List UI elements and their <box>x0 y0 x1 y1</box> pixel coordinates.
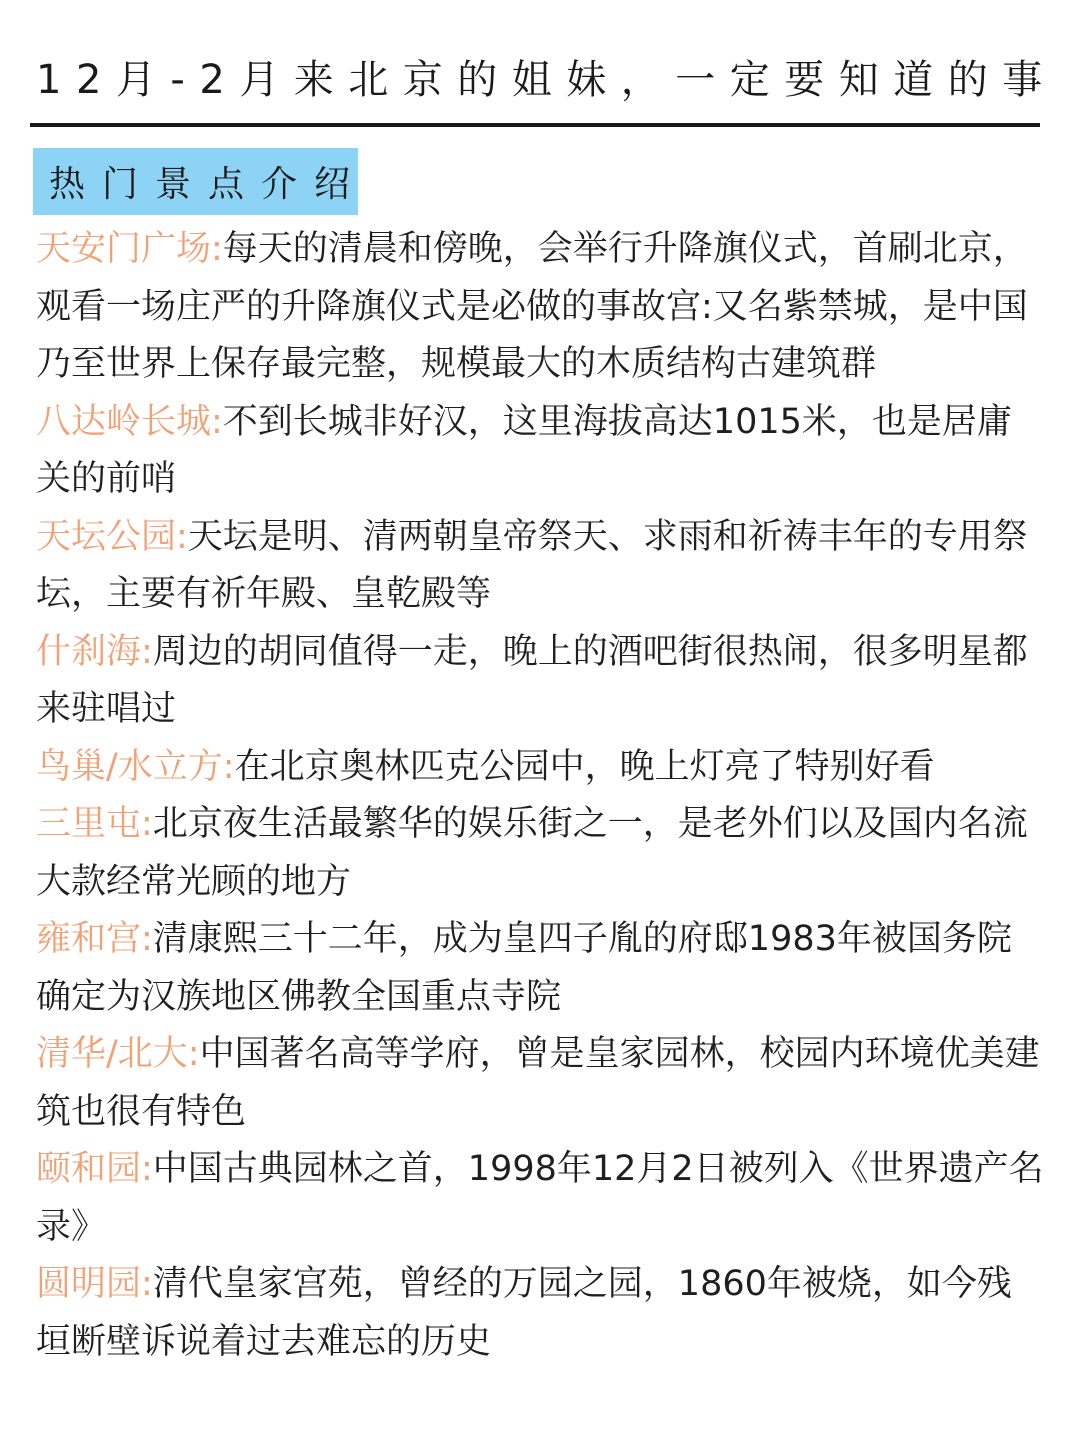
attraction-item <box>36 1026 1046 1141</box>
attraction-item <box>36 1256 1046 1371</box>
attraction-name: 清华/北大: <box>36 1034 200 1074</box>
attraction-description: 北京夜生活最繁华的娱乐街之一，是老外们以及国内名流大款经常光顾的地方 <box>36 804 1028 902</box>
attraction-item <box>36 221 1046 394</box>
attraction-item <box>36 509 1046 624</box>
attraction-description: 中国著名高等学府，曾是皇家园林，校园内环境优美建筑也很有特色 <box>36 1034 1040 1132</box>
attraction-name: 颐和园: <box>36 1149 153 1189</box>
attraction-item <box>36 624 1046 739</box>
attraction-item <box>36 796 1046 911</box>
attraction-description: 清康熙三十二年，成为皇四子胤的府邸1983年被国务院确定为汉族地区佛教全国重点寺院 <box>36 919 1012 1017</box>
attraction-list <box>36 221 1046 1371</box>
section-label: 热门景点介绍 <box>49 164 368 205</box>
attraction-name: 天安门广场: <box>36 229 223 269</box>
page-title: 12月-2月来北京的姐妹，一定要知道的事 <box>36 57 1057 103</box>
attraction-description: 在北京奥林匹克公园中，晚上灯亮了特别好看 <box>234 746 935 787</box>
attraction-description: 天坛是明、清两朝皇帝祭天、求雨和祈祷丰年的专用祭坛，主要有祈年殿、皇乾殿等 <box>36 516 1028 614</box>
attraction-description: 周边的胡同值得一走，晚上的酒吧街很热闹，很多明星都来驻唱过 <box>36 631 1028 729</box>
attraction-item <box>36 739 1046 797</box>
section-badge <box>33 148 368 215</box>
attraction-description: 每天的清晨和傍晚，会举行升降旗仪式，首刷北京，观看一场庄严的升降旗仪式是必做的事故宫:又名紫禁城，是中国乃至世界上保存最完整，规模最大的木质结构古建筑群 <box>36 229 1028 384</box>
attraction-description: 中国古典园林之首，1998年12月2日被列入《世界遗产名录》 <box>36 1149 1044 1247</box>
attraction-name: 圆明园: <box>36 1264 153 1304</box>
attraction-name: 八达岭长城: <box>36 401 223 442</box>
attraction-name: 三里屯: <box>36 804 153 844</box>
attraction-item <box>36 1141 1046 1256</box>
attraction-description: 清代皇家宫苑，曾经的万园之园，1860年被烧，如今残垣断壁诉说着过去难忘的历史 <box>36 1264 1012 1362</box>
attraction-item <box>36 394 1046 509</box>
attraction-description: 不到长城非好汉，这里海拔高达1015米，也是居庸关的前哨 <box>36 401 1012 499</box>
attraction-item <box>36 911 1046 1026</box>
title-divider <box>30 123 1040 127</box>
attraction-name: 天坛公园: <box>36 516 188 557</box>
attraction-name: 什刹海: <box>36 631 153 672</box>
attraction-name: 鸟巢/水立方: <box>36 746 235 787</box>
attraction-name: 雍和宫: <box>36 919 153 959</box>
